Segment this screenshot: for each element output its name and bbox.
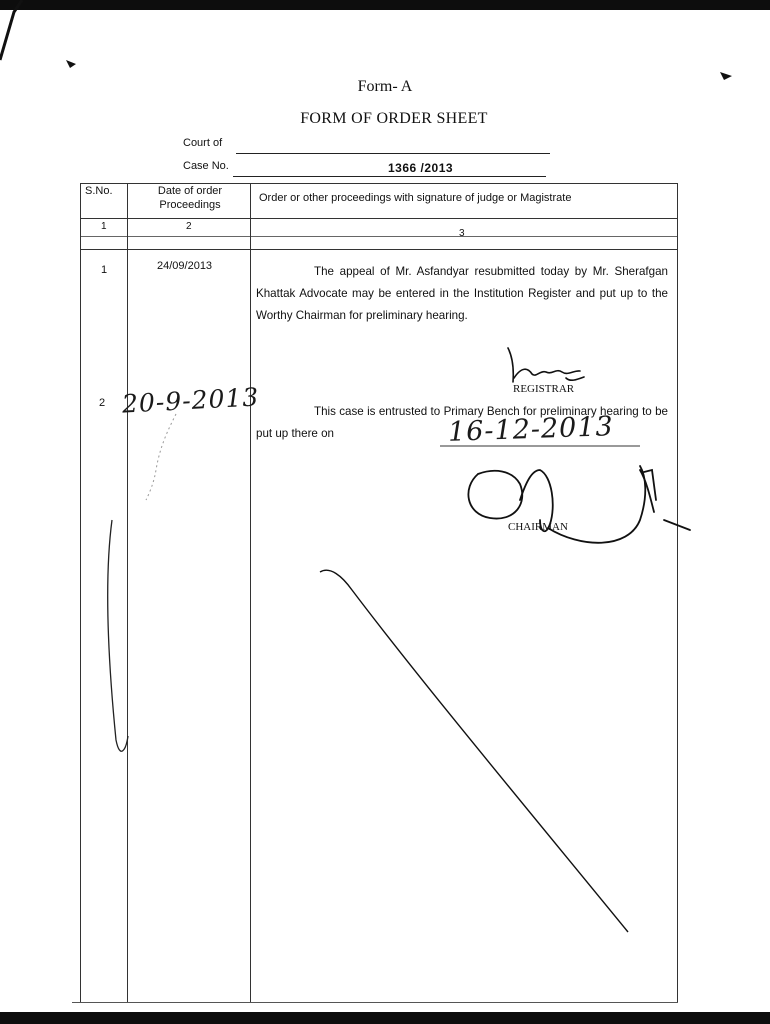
case-number: 1366 /2013 [388,161,454,175]
court-label: Court of [183,137,223,149]
row1-sno: 1 [101,264,108,276]
registrar-signature [508,348,584,382]
case-label: Case No. [183,160,229,172]
column-number-3: 3 [459,228,465,239]
column-number-1: 1 [101,221,107,232]
speck-mark-right [720,72,732,80]
row1-order-text: The appeal of Mr. Asfandyar resubmitted today by Mr. Sherafgan Khattak Advocate may be entered in the Institution Register and put up to the Worthy Chairman for preliminary hearing. [256,265,668,322]
header-date: Date of order Proceedings [157,185,223,211]
header-sno: S.No. [85,185,113,197]
form-label: Form- A [357,78,413,95]
scan-bottom-edge [0,1012,770,1024]
pencil-scribble [146,414,176,500]
column-number-2: 2 [186,221,192,232]
row2-sno: 2 [99,397,106,409]
header-order: Order or other proceedings with signature of judge or Magistrate [259,192,572,204]
row2-order-text: This case is entrusted to Primary Bench for preliminary hearing to be put up there on [256,405,668,440]
speck-mark-left [66,60,76,68]
row1-date: 24/09/2013 [157,260,213,272]
chairman-title: CHAIRMAN [508,521,568,533]
sheet-title: FORM OF ORDER SHEET [300,110,488,127]
chairman-signature [468,466,690,543]
corner-pen-mark [0,0,22,60]
left-margin-pen-stroke [108,520,128,751]
row2-handwritten-date: 20-9-2013 [121,382,260,419]
row2-hearing-date: 16-12-2013 [447,411,615,448]
registrar-title: REGISTRAR [513,383,575,395]
diagonal-pen-stroke [320,570,628,932]
